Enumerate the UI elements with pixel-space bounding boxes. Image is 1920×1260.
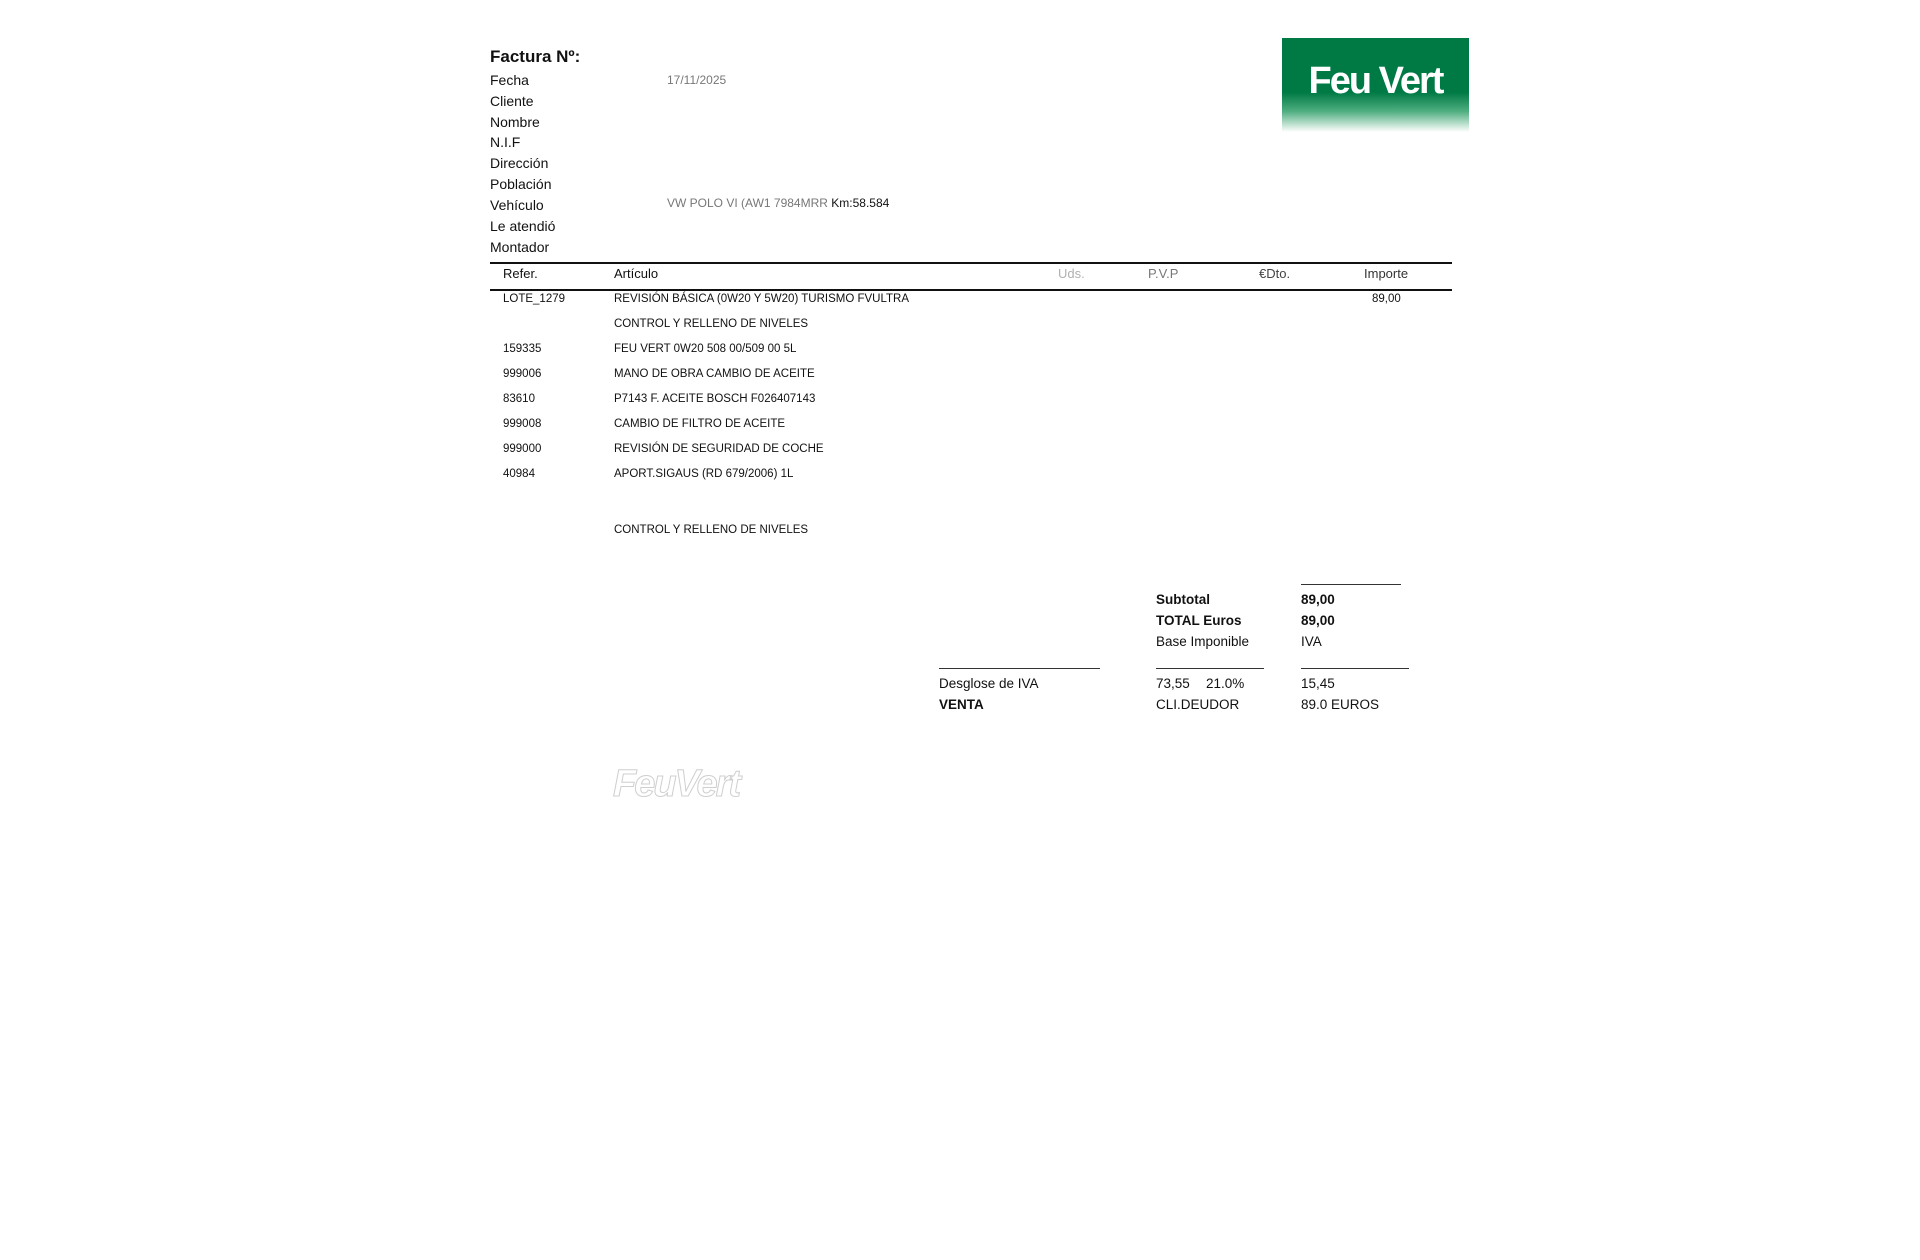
row-4-ref: 999006 — [503, 368, 542, 380]
vehiculo-model: VW POLO VI (AW1 7984MRR — [667, 196, 828, 210]
header-amount: Importe — [1364, 266, 1409, 281]
header-pvp: P.V.P — [1148, 266, 1179, 281]
montador-label: Montador — [490, 239, 550, 255]
row-1-amount: 89,00 — [1372, 293, 1401, 305]
payment-amount: 89.0 EUROS — [1301, 697, 1380, 712]
invoice-title: Factura Nº: — [490, 47, 581, 66]
nombre-label: Nombre — [490, 114, 540, 130]
total-value: 89,00 — [1301, 613, 1335, 628]
breakdown-rule-2 — [1156, 668, 1264, 669]
fecha-value: 17/11/2025 — [667, 73, 727, 87]
header-article: Artículo — [614, 266, 659, 281]
row-1-article: REVISIÓN BÁSICA (0W20 Y 5W20) TURISMO FVULTRA — [614, 293, 910, 305]
row-8-ref: 40984 — [503, 468, 535, 480]
row-5-article: P7143 F. ACEITE BOSCH F026407143 — [614, 393, 816, 405]
cliente-label: Cliente — [490, 93, 534, 109]
nif-label: N.I.F — [490, 134, 521, 150]
row-4-article: MANO DE OBRA CAMBIO DE ACEITE — [614, 368, 815, 380]
feu-vert-logo — [1282, 38, 1469, 132]
vehiculo-value — [667, 196, 889, 210]
le-atendio-label: Le atendió — [490, 218, 556, 234]
poblacion-label: Población — [490, 176, 552, 192]
vehiculo-km: Km:58.584 — [831, 196, 890, 210]
row-5-ref: 83610 — [503, 393, 535, 405]
row-1-ref: LOTE_1279 — [503, 293, 566, 305]
table-top-rule — [490, 262, 1452, 264]
fecha-label: Fecha — [490, 72, 529, 88]
base-imponible-label: Base Imponible — [1156, 634, 1250, 649]
row-8-article: APORT.SIGAUS (RD 679/2006) 1L — [614, 468, 794, 480]
total-label: TOTAL Euros — [1156, 613, 1242, 628]
base-value: 73,55 — [1156, 676, 1190, 691]
vehiculo-label: Vehículo — [490, 197, 544, 213]
direccion-label: Dirección — [490, 155, 549, 171]
breakdown-rule-1 — [939, 668, 1100, 669]
subtotal-label: Subtotal — [1156, 592, 1210, 607]
table-header-rule — [490, 289, 1452, 291]
row-3-article: FEU VERT 0W20 508 00/509 00 5L — [614, 343, 797, 355]
subtotal-rule — [1301, 584, 1401, 585]
row-7-ref: 999000 — [503, 443, 542, 455]
iva-label: IVA — [1301, 634, 1322, 649]
iva-value: 15,45 — [1301, 676, 1335, 691]
row-6-ref: 999008 — [503, 418, 542, 430]
header-discount: €Dto. — [1259, 266, 1291, 281]
row-7-article: REVISIÓN DE SEGURIDAD DE COCHE — [614, 443, 824, 455]
subtotal-value: 89,00 — [1301, 592, 1335, 607]
venta-label: VENTA — [939, 697, 984, 712]
iva-rate: 21.0% — [1206, 676, 1245, 691]
row-3-ref: 159335 — [503, 343, 542, 355]
feu-vert-watermark: FeuVert — [613, 763, 740, 805]
table-note: CONTROL Y RELLENO DE NIVELES — [614, 524, 809, 536]
desglose-iva-label: Desglose de IVA — [939, 676, 1039, 691]
header-units: Uds. — [1058, 266, 1085, 281]
payment-method: CLI.DEUDOR — [1156, 697, 1240, 712]
header-ref: Refer. — [503, 266, 538, 281]
breakdown-rule-3 — [1301, 668, 1409, 669]
logo-text: Feu Vert — [1308, 60, 1443, 102]
row-6-article: CAMBIO DE FILTRO DE ACEITE — [614, 418, 786, 430]
row-2-article: CONTROL Y RELLENO DE NIVELES — [614, 318, 809, 330]
